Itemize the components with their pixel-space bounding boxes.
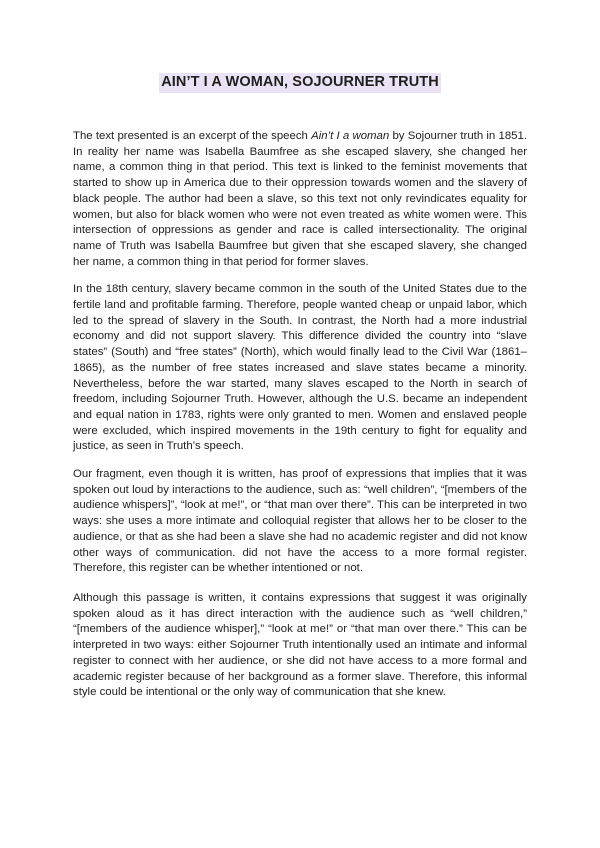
paragraph-1-body-text: by Sojourner truth in 1851. In reality her name was Isabella Baumfree as she escaped slavery, she changed her name, a common thing in that period. This text is linked to the feminist movements that started to show up in America due to their oppression towards women and the slavery of black people. The author had been a slave, so this text not only revindicates equality for women, but also for black women who were not even treated as white women were. This intersection of oppressions as gender and race is called intersectionality. The original name of Truth was Isabella Baumfree but given that she escaped slavery, she changed her name, a common thing in that period for former slaves. xyxy=(73,130,528,268)
paragraph-1-lead-text: The text presented is an excerpt of the speech xyxy=(73,130,312,142)
paragraph-historical-context: In the 18th century, slavery became common in the south of the United States due to the fertile land and profitable farming. Therefore, people wanted cheap or unpaid labor, which led to the spread of slavery in the South. In contrast, the North had a more industrial economy and did not support slavery. This difference divided the country into “slave states” (South) and “free states” (North), which would finally lead to the Civil War (1861–1865), as the number of free states increased and slave states became a minority. Nevertheless, before the war started, many slaves escaped to the North in search of freedom, including Sojourner Truth. However, although the U.S. became an independent and equal nation in 1783, rights were only granted to men. Women and enslaved people were excluded, which inspired movements in the 19th century to fight for equality and justice, as seen in Truth’s speech. xyxy=(73,283,527,453)
paragraph-introduction xyxy=(73,129,527,270)
speech-title-italic: Ain’t I a woman xyxy=(311,130,390,142)
paragraph-register-analysis: Although this passage is written, it contains expressions that suggest it was originally spoken aloud as it has direct interaction with the audience such as “well children,” “[members of the audience whisper],” “look at me!” or “that man over there.” This can be interpreted in two ways: either Sojourner Truth intentionally used an intimate and informal register to connect with her audience, or she did not have access to a more formal and academic register because of her background as a former slave. Therefore, this informal style could be intentional or the only way of communication that she knew. xyxy=(73,591,527,699)
title-area xyxy=(73,0,527,93)
document-title: AIN’T I A WOMAN, SOJOURNER TRUTH xyxy=(159,73,441,93)
paragraph-oral-expressions: Our fragment, even though it is written, has proof of expressions that implies that it was spoken out loud by interactions to the audience, such as: “well children”, “[members of the audience whispers]”, “look at me!”, or “that man over there”. This can be interpreted in two ways: she uses a more intimate and colloquial register that allows her to be closer to the audience, or that as she had been a slave she had no academic register and did not know other ways of communication. did not have the access to a more formal register. Therefore, this register can be whether intentioned or not. xyxy=(73,468,527,575)
